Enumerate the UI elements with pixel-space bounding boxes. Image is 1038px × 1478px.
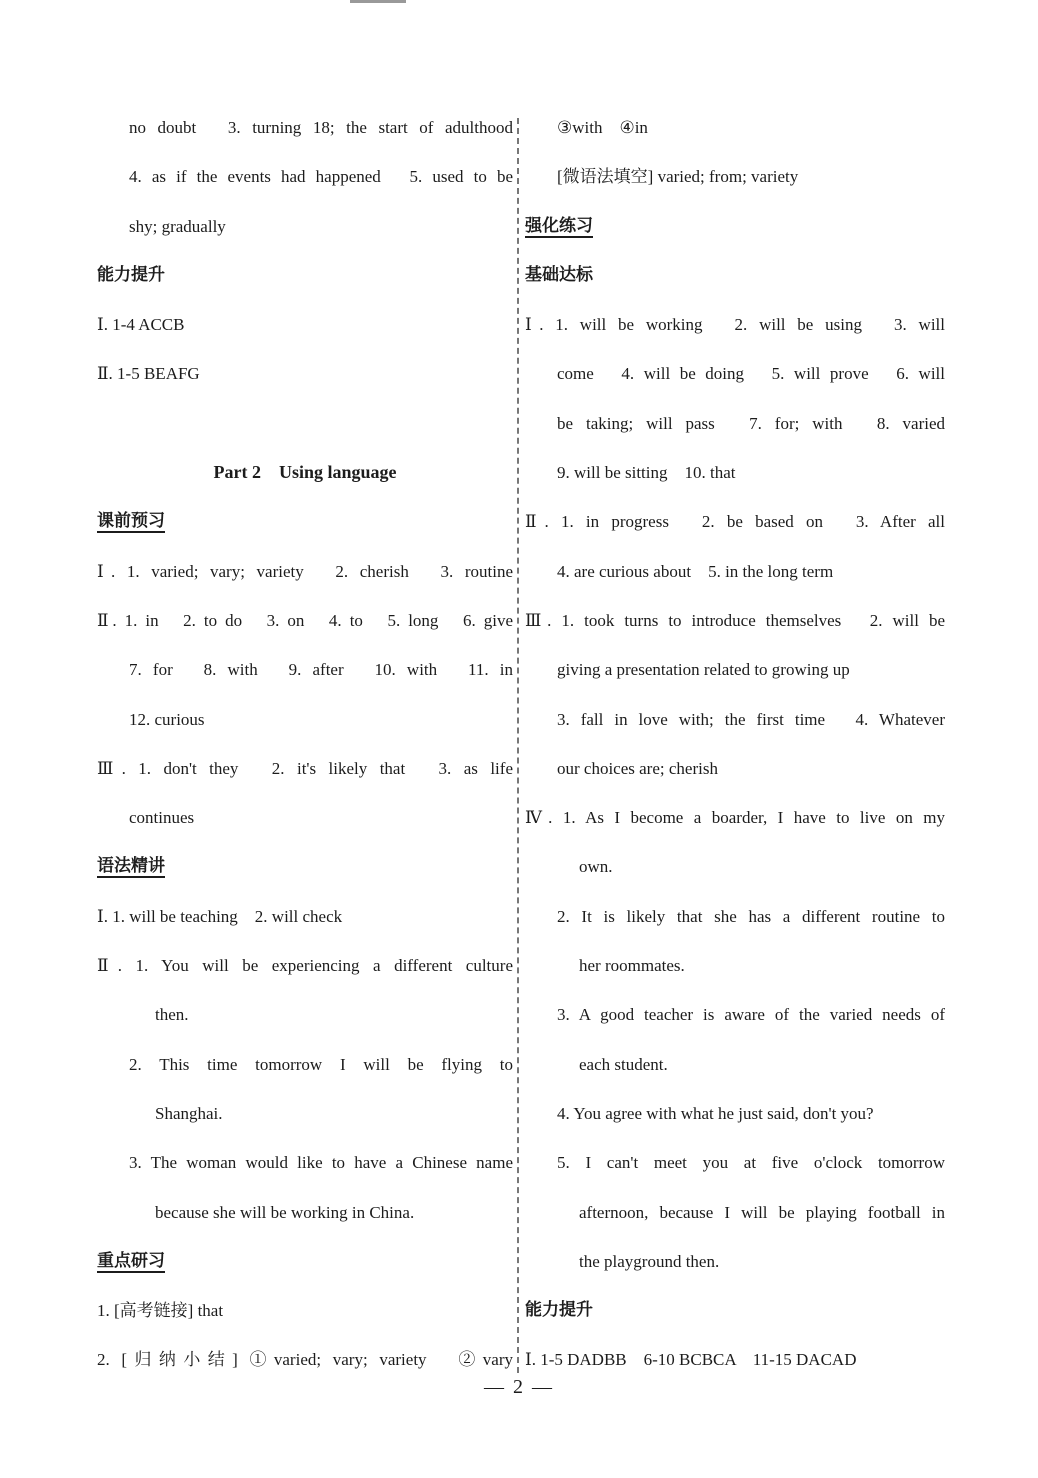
answer-line: our choices are; cherish xyxy=(557,758,718,778)
answer-line: Ⅱ. 1-5 BEAFG xyxy=(97,364,200,384)
section-heading-text: 重点研习 xyxy=(97,1250,165,1271)
answer-line: because she will be working in China. xyxy=(155,1202,415,1222)
answer-line: 2. This time tomorrow I will be flying to xyxy=(129,1054,513,1074)
answer-line: Ⅰ. 1. will be working 2. will be using 3. will xyxy=(525,315,945,335)
answer-line: then. xyxy=(155,1005,189,1025)
section-heading-preview xyxy=(97,497,513,546)
answer-line: Shanghai. xyxy=(155,1103,223,1123)
answer-line: Ⅰ. 1-4 ACCB xyxy=(97,315,185,335)
answer-line: Ⅰ. 1. varied; vary; variety 2. cherish 3. routine xyxy=(97,561,513,581)
answer-line: afternoon, because I will be playing football in xyxy=(579,1202,945,1222)
section-heading-text: 语法精讲 xyxy=(97,856,165,877)
answer-line: come 4. will be doing 5. will prove 6. will xyxy=(557,364,945,384)
answer-line: giving a presentation related to growing up xyxy=(557,660,850,680)
answer-line: Ⅳ. 1. As I become a boarder, I have to live on my xyxy=(525,808,945,828)
column-divider xyxy=(517,118,519,1373)
answer-line: 4. as if the events had happened 5. used to be xyxy=(129,167,513,187)
answer-line: 3. fall in love with; the first time 4. Whatever xyxy=(557,709,945,729)
answer-line: continues xyxy=(129,808,195,828)
answer-line: Ⅰ. 1. will be teaching 2. will check xyxy=(97,906,343,926)
answer-line: 5. I can't meet you at five o'clock tomorrow xyxy=(557,1153,945,1173)
section-heading-practice xyxy=(525,202,945,251)
answer-line: her roommates. xyxy=(579,956,685,976)
section-heading-focus xyxy=(97,1237,513,1286)
answer-line: shy; gradually xyxy=(129,216,226,236)
answer-line: 2. It is likely that she has a different routine to xyxy=(557,906,945,926)
answer-line: Ⅱ. 1. You will be experiencing a different culture xyxy=(97,956,513,976)
answer-line: 3. The woman would like to have a Chinese name xyxy=(129,1153,513,1173)
answer-line: 4. are curious about 5. in the long term xyxy=(557,561,834,581)
section-heading-ability: 能力提升 xyxy=(525,1300,593,1321)
answer-line: 1. [高考链接] that xyxy=(97,1301,224,1321)
section-heading-grammar xyxy=(97,842,513,891)
answer-line: 4. You agree with what he just said, don't you? xyxy=(557,1103,874,1123)
answer-line: be taking; will pass 7. for; with 8. varied xyxy=(557,413,945,433)
section-heading-text: 课前预习 xyxy=(97,511,165,532)
answer-line: each student. xyxy=(579,1054,668,1074)
section-heading-ability: 能力提升 xyxy=(97,264,165,285)
answer-line: Ⅲ. 1. took turns to introduce themselves 2. will be xyxy=(525,610,945,630)
right-column xyxy=(525,103,945,1385)
answer-line: Ⅱ. 1. in 2. to do 3. on 4. to 5. long 6. give xyxy=(97,610,513,630)
top-edge-mark xyxy=(350,0,406,3)
answer-line: Ⅰ. 1-5 DADBB 6-10 BCBCA 11-15 DACAD xyxy=(525,1350,857,1370)
answer-line: 3. A good teacher is aware of the varied needs of xyxy=(557,1005,945,1025)
page-number: — 2 — xyxy=(484,1376,554,1398)
section-heading-basic: 基础达标 xyxy=(525,264,593,285)
answer-line: 2. [归纳小结] ①varied; vary; variety ②vary xyxy=(97,1350,513,1370)
answer-line: 12. curious xyxy=(129,709,205,729)
answer-line: Ⅲ. 1. don't they 2. it's likely that 3. as life xyxy=(97,758,513,778)
part-title: Part 2 Using language xyxy=(213,462,397,483)
answer-line: [微语法填空] varied; from; variety xyxy=(557,167,799,187)
left-column xyxy=(97,103,513,1385)
answer-line: the playground then. xyxy=(579,1251,720,1271)
section-heading-text: 强化练习 xyxy=(525,215,593,236)
answer-line: no doubt 3. turning 18; the start of adulthood xyxy=(129,118,513,137)
answer-line: 9. will be sitting 10. that xyxy=(557,463,736,483)
answer-line: ③with ④in xyxy=(557,118,648,137)
answer-line: 7. for 8. with 9. after 10. with 11. in xyxy=(129,660,513,680)
answer-line: Ⅱ. 1. in progress 2. be based on 3. After all xyxy=(525,512,945,532)
answer-line: own. xyxy=(579,857,613,877)
blank-line xyxy=(97,399,513,448)
